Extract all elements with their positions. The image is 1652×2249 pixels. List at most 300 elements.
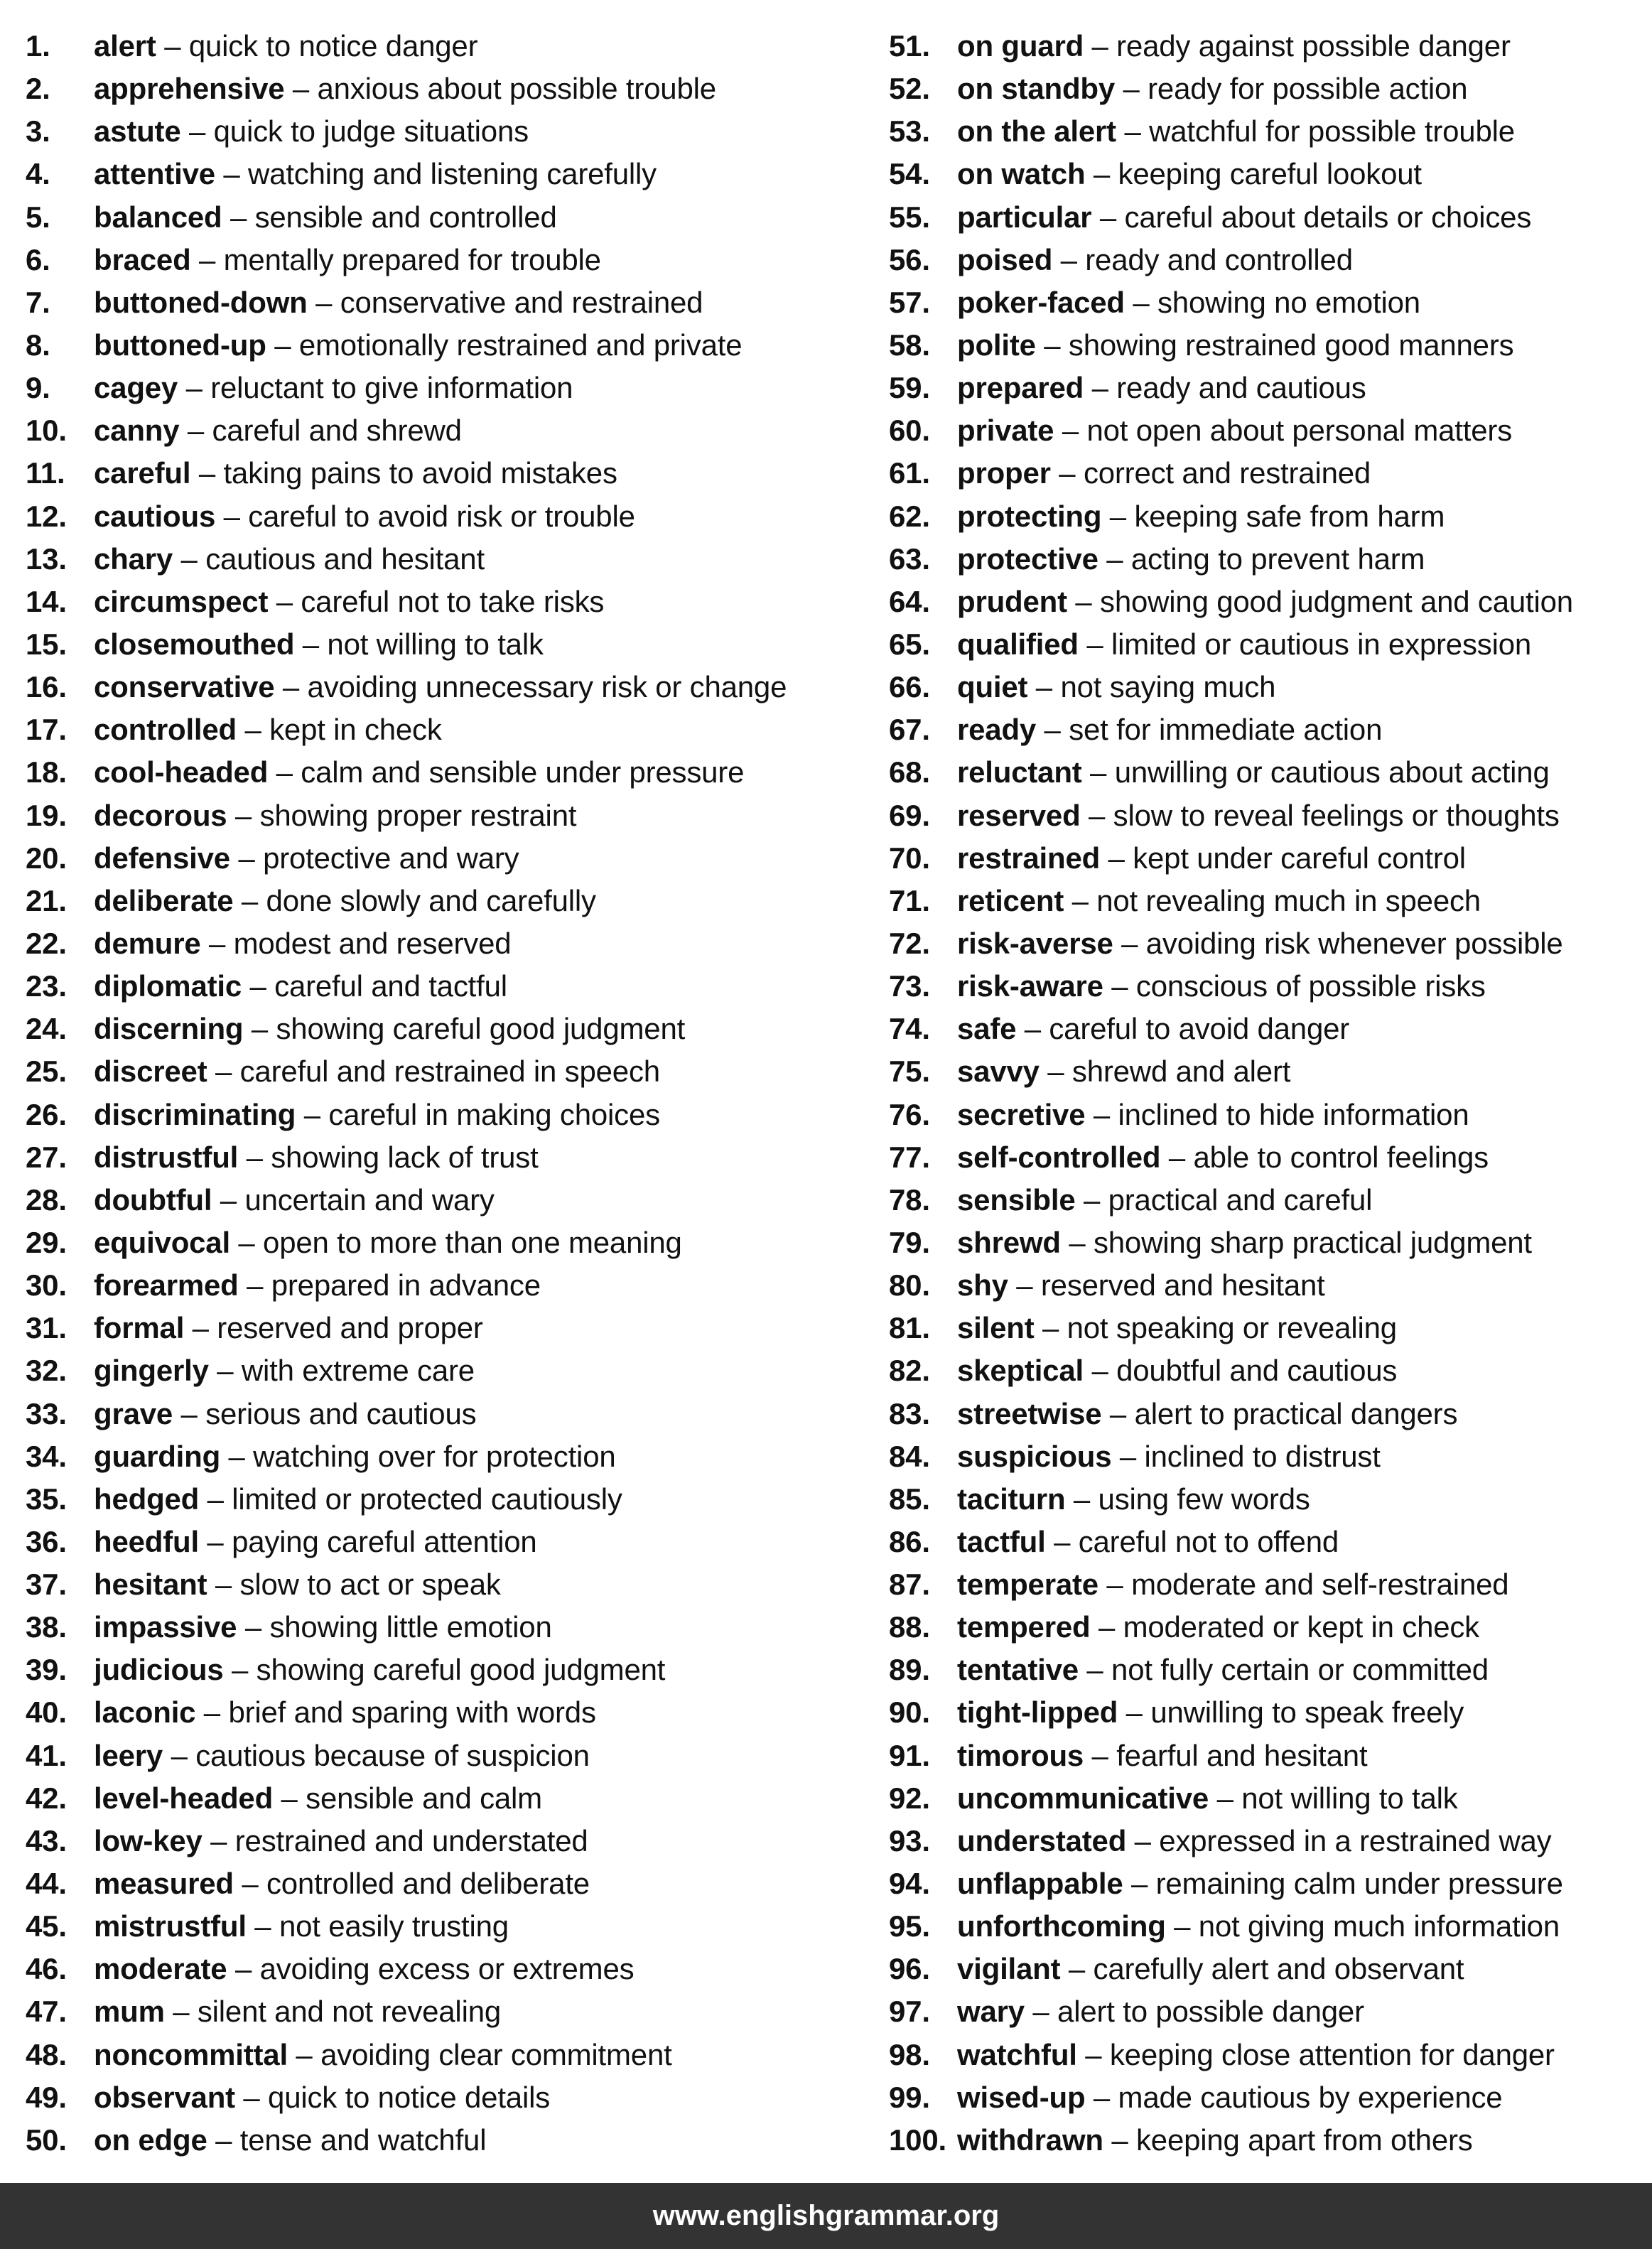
item-word: tight-lipped bbox=[957, 1695, 1118, 1730]
item-separator: – bbox=[1165, 1909, 1199, 1943]
item-word: savvy bbox=[957, 1055, 1040, 1089]
item-separator: – bbox=[246, 1909, 279, 1943]
item-number: 68. bbox=[889, 755, 930, 789]
item-separator: – bbox=[238, 1140, 271, 1174]
item-separator: – bbox=[227, 798, 260, 832]
item-number: 41. bbox=[26, 1738, 67, 1772]
item-definition: ready and cautious bbox=[1116, 371, 1366, 405]
item-separator: – bbox=[200, 926, 234, 960]
item-word: careful bbox=[94, 456, 191, 490]
item-word: private bbox=[957, 414, 1054, 448]
item-number: 89. bbox=[889, 1653, 930, 1687]
item-word: shrewd bbox=[957, 1225, 1061, 1259]
item-number: 75. bbox=[889, 1055, 930, 1089]
item-number: 48. bbox=[26, 2037, 67, 2071]
item-number: 38. bbox=[26, 1610, 67, 1644]
item-number: 76. bbox=[889, 1097, 930, 1131]
item-definition: not easily trusting bbox=[279, 1909, 509, 1943]
item-separator: – bbox=[190, 456, 224, 490]
item-number: 40. bbox=[26, 1695, 67, 1730]
item-definition: ready and controlled bbox=[1085, 242, 1353, 276]
item-definition: remaining calm under pressure bbox=[1155, 1867, 1563, 1901]
item-definition: able to control feelings bbox=[1193, 1140, 1489, 1174]
item-definition: careful to avoid risk or trouble bbox=[248, 499, 635, 533]
item-separator: – bbox=[173, 1396, 206, 1430]
list-item bbox=[26, 2080, 871, 2123]
item-word: proper bbox=[957, 456, 1051, 490]
item-separator: – bbox=[1118, 1695, 1151, 1730]
list-item bbox=[26, 1567, 871, 1609]
item-number: 83. bbox=[889, 1396, 930, 1430]
item-definition: showing no emotion bbox=[1157, 285, 1420, 319]
item-separator: – bbox=[1111, 1439, 1145, 1473]
item-separator: – bbox=[173, 541, 206, 576]
item-word: protecting bbox=[957, 499, 1102, 533]
item-separator: – bbox=[184, 1311, 217, 1345]
item-word: controlled bbox=[94, 713, 237, 747]
item-separator: – bbox=[237, 713, 270, 747]
item-separator: – bbox=[227, 1952, 260, 1986]
item-word: gingerly bbox=[94, 1354, 209, 1388]
list-item bbox=[889, 1182, 1642, 1225]
list-item bbox=[26, 1054, 871, 1096]
item-separator: – bbox=[1008, 1268, 1041, 1303]
item-number: 79. bbox=[889, 1225, 930, 1259]
item-word: closemouthed bbox=[94, 627, 295, 661]
item-word: decorous bbox=[94, 798, 227, 832]
item-definition: ready against possible danger bbox=[1116, 29, 1511, 63]
item-separator: – bbox=[207, 2123, 240, 2157]
item-definition: avoiding clear commitment bbox=[320, 2037, 672, 2071]
item-separator: – bbox=[180, 114, 214, 149]
item-word: risk-aware bbox=[957, 969, 1103, 1003]
list-item bbox=[26, 883, 871, 926]
list-item bbox=[26, 156, 871, 199]
list-item bbox=[26, 1268, 871, 1310]
item-separator: – bbox=[307, 285, 340, 319]
item-separator: – bbox=[1085, 157, 1118, 191]
item-word: suspicious bbox=[957, 1439, 1112, 1473]
item-word: withdrawn bbox=[957, 2123, 1103, 2157]
item-definition: quick to notice danger bbox=[188, 29, 478, 63]
item-word: hesitant bbox=[94, 1568, 207, 1602]
item-separator: – bbox=[237, 1610, 270, 1644]
list-item bbox=[889, 1140, 1642, 1182]
list-item bbox=[889, 1909, 1642, 1951]
item-number: 8. bbox=[26, 328, 50, 362]
list-item bbox=[889, 627, 1642, 669]
item-definition: expressed in a restrained way bbox=[1159, 1823, 1552, 1857]
item-separator: – bbox=[1035, 328, 1069, 362]
item-number: 4. bbox=[26, 157, 50, 191]
item-separator: – bbox=[1024, 1995, 1058, 2029]
list-item bbox=[889, 1268, 1642, 1310]
item-separator: – bbox=[1098, 541, 1131, 576]
item-number: 5. bbox=[26, 200, 50, 234]
item-word: skeptical bbox=[957, 1354, 1084, 1388]
list-item bbox=[26, 1524, 871, 1567]
item-definition: anxious about possible trouble bbox=[317, 72, 716, 106]
item-definition: not open about personal matters bbox=[1086, 414, 1512, 448]
item-separator: – bbox=[208, 1354, 242, 1388]
item-separator: – bbox=[1054, 414, 1087, 448]
list-item bbox=[889, 798, 1642, 841]
list-item bbox=[889, 1097, 1642, 1140]
word-list-right-column bbox=[889, 28, 1642, 2165]
list-item bbox=[26, 926, 871, 969]
list-item bbox=[889, 200, 1642, 242]
item-separator: – bbox=[1084, 1738, 1117, 1772]
item-definition: watchful for possible trouble bbox=[1149, 114, 1515, 149]
item-separator: – bbox=[1052, 242, 1086, 276]
list-item bbox=[26, 455, 871, 498]
item-number: 33. bbox=[26, 1396, 67, 1430]
item-number: 65. bbox=[889, 627, 930, 661]
item-separator: – bbox=[1084, 29, 1117, 63]
item-number: 15. bbox=[26, 627, 67, 661]
item-separator: – bbox=[198, 1524, 232, 1558]
item-separator: – bbox=[215, 157, 249, 191]
item-number: 88. bbox=[889, 1610, 930, 1644]
item-separator: – bbox=[179, 414, 212, 448]
list-item bbox=[889, 328, 1642, 370]
item-definition: cautious because of suspicion bbox=[195, 1738, 590, 1772]
item-definition: quick to judge situations bbox=[213, 114, 529, 149]
item-definition: emotionally restrained and private bbox=[298, 328, 743, 362]
item-definition: not willing to talk bbox=[327, 627, 544, 661]
list-item bbox=[889, 1011, 1642, 1054]
item-number: 52. bbox=[889, 72, 930, 106]
item-number: 93. bbox=[889, 1823, 930, 1857]
list-item bbox=[26, 200, 871, 242]
item-word: tactful bbox=[957, 1524, 1046, 1558]
item-word: reticent bbox=[957, 883, 1064, 917]
item-separator: – bbox=[1081, 755, 1115, 789]
item-word: attentive bbox=[94, 157, 215, 191]
item-definition: carefully alert and observant bbox=[1093, 1952, 1464, 1986]
item-separator: – bbox=[1064, 883, 1097, 917]
item-separator: – bbox=[268, 755, 301, 789]
item-definition: showing good judgment and caution bbox=[1100, 584, 1573, 618]
list-item bbox=[889, 1695, 1642, 1737]
list-item bbox=[889, 1396, 1642, 1439]
item-definition: calm and sensible under pressure bbox=[301, 755, 745, 789]
item-word: mum bbox=[94, 1995, 165, 2029]
item-definition: alert to possible danger bbox=[1057, 1995, 1364, 2029]
list-item bbox=[26, 2037, 871, 2080]
item-number: 53. bbox=[889, 114, 930, 149]
item-separator: – bbox=[238, 1268, 271, 1303]
item-separator: – bbox=[1123, 1867, 1156, 1901]
list-item bbox=[26, 541, 871, 584]
item-definition: watching and listening carefully bbox=[248, 157, 657, 191]
list-item bbox=[889, 1225, 1642, 1268]
item-separator: – bbox=[242, 969, 275, 1003]
item-number: 87. bbox=[889, 1568, 930, 1602]
item-word: circumspect bbox=[94, 584, 269, 618]
list-item bbox=[26, 1310, 871, 1353]
list-item bbox=[26, 1609, 871, 1652]
item-number: 94. bbox=[889, 1867, 930, 1901]
item-number: 100. bbox=[889, 2123, 946, 2157]
item-word: astute bbox=[94, 114, 181, 149]
list-item bbox=[26, 328, 871, 370]
item-number: 25. bbox=[26, 1055, 67, 1089]
item-separator: – bbox=[1084, 371, 1117, 405]
item-definition: careful in making choices bbox=[328, 1097, 660, 1131]
item-number: 6. bbox=[26, 242, 50, 276]
item-definition: slow to reveal feelings or thoughts bbox=[1113, 798, 1560, 832]
item-separator: – bbox=[220, 1439, 254, 1473]
item-definition: set for immediate action bbox=[1069, 713, 1383, 747]
item-definition: fearful and hesitant bbox=[1116, 1738, 1368, 1772]
item-number: 54. bbox=[889, 157, 930, 191]
item-definition: limited or cautious in expression bbox=[1111, 627, 1532, 661]
item-word: level-headed bbox=[94, 1781, 274, 1815]
list-item bbox=[26, 1482, 871, 1524]
list-item bbox=[26, 669, 871, 712]
item-number: 30. bbox=[26, 1268, 67, 1303]
item-separator: – bbox=[230, 841, 264, 875]
item-word: buttoned-down bbox=[94, 285, 308, 319]
item-word: judicious bbox=[94, 1653, 224, 1687]
list-item bbox=[26, 1011, 871, 1054]
list-item bbox=[889, 1781, 1642, 1823]
item-number: 1. bbox=[26, 29, 50, 63]
list-item bbox=[26, 969, 871, 1011]
item-number: 69. bbox=[889, 798, 930, 832]
item-definition: inclined to hide information bbox=[1118, 1097, 1469, 1131]
item-definition: careful not to offend bbox=[1078, 1524, 1339, 1558]
item-number: 36. bbox=[26, 1524, 67, 1558]
list-item bbox=[26, 242, 871, 285]
list-item bbox=[26, 841, 871, 883]
item-word: diplomatic bbox=[94, 969, 242, 1003]
item-word: quiet bbox=[957, 670, 1028, 704]
item-word: risk-averse bbox=[957, 926, 1113, 960]
list-item bbox=[889, 156, 1642, 199]
item-definition: keeping safe from harm bbox=[1134, 499, 1445, 533]
item-definition: careful and shrewd bbox=[212, 414, 462, 448]
item-separator: – bbox=[1036, 713, 1069, 747]
footer-website: www.englishgrammar.org bbox=[652, 2200, 1000, 2231]
list-item bbox=[26, 1781, 871, 1823]
list-item bbox=[889, 455, 1642, 498]
item-word: protective bbox=[957, 541, 1098, 576]
item-word: taciturn bbox=[957, 1482, 1066, 1516]
list-item bbox=[889, 1482, 1642, 1524]
item-separator: – bbox=[1100, 841, 1133, 875]
item-separator: – bbox=[1124, 285, 1157, 319]
item-separator: – bbox=[1065, 1482, 1098, 1516]
list-item bbox=[26, 2123, 871, 2165]
item-number: 18. bbox=[26, 755, 67, 789]
item-number: 16. bbox=[26, 670, 67, 704]
item-word: distrustful bbox=[94, 1140, 239, 1174]
item-separator: – bbox=[1016, 1012, 1049, 1046]
list-item bbox=[889, 1738, 1642, 1781]
list-item bbox=[26, 114, 871, 156]
item-separator: – bbox=[243, 1012, 276, 1046]
item-definition: careful about details or choices bbox=[1124, 200, 1532, 234]
item-number: 55. bbox=[889, 200, 930, 234]
list-item bbox=[889, 926, 1642, 969]
item-number: 99. bbox=[889, 2080, 930, 2114]
list-item bbox=[26, 28, 871, 71]
item-word: braced bbox=[94, 242, 191, 276]
item-number: 70. bbox=[889, 841, 930, 875]
item-separator: – bbox=[287, 2037, 321, 2071]
item-separator: – bbox=[1091, 200, 1125, 234]
list-item bbox=[26, 1994, 871, 2037]
item-definition: prepared in advance bbox=[271, 1268, 541, 1303]
list-item bbox=[26, 1182, 871, 1225]
list-item bbox=[26, 1140, 871, 1182]
item-word: particular bbox=[957, 200, 1092, 234]
list-item bbox=[889, 1652, 1642, 1695]
item-separator: – bbox=[1101, 1396, 1135, 1430]
item-definition: keeping close attention for danger bbox=[1109, 2037, 1555, 2071]
item-word: guarding bbox=[94, 1439, 221, 1473]
item-word: heedful bbox=[94, 1524, 199, 1558]
list-item bbox=[26, 370, 871, 413]
item-number: 71. bbox=[889, 883, 930, 917]
item-definition: ready for possible action bbox=[1148, 72, 1468, 106]
item-word: laconic bbox=[94, 1695, 196, 1730]
item-number: 91. bbox=[889, 1738, 930, 1772]
item-separator: – bbox=[1098, 1568, 1132, 1602]
item-definition: acting to prevent harm bbox=[1130, 541, 1425, 576]
footer-bar bbox=[0, 2183, 1652, 2249]
item-word: qualified bbox=[957, 627, 1079, 661]
item-definition: avoiding excess or extremes bbox=[259, 1952, 635, 1986]
item-number: 67. bbox=[889, 713, 930, 747]
item-number: 14. bbox=[26, 584, 67, 618]
item-definition: careful and restrained in speech bbox=[239, 1055, 660, 1089]
item-number: 47. bbox=[26, 1995, 67, 2029]
item-definition: showing lack of trust bbox=[271, 1140, 539, 1174]
item-number: 92. bbox=[889, 1781, 930, 1815]
item-number: 64. bbox=[889, 584, 930, 618]
list-item bbox=[26, 1951, 871, 1994]
item-separator: – bbox=[190, 242, 224, 276]
item-definition: not saying much bbox=[1060, 670, 1276, 704]
item-separator: – bbox=[233, 883, 266, 917]
item-number: 50. bbox=[26, 2123, 67, 2157]
list-item bbox=[889, 712, 1642, 755]
item-definition: cautious and hesitant bbox=[205, 541, 485, 576]
item-definition: kept in check bbox=[269, 713, 442, 747]
item-word: restrained bbox=[957, 841, 1101, 875]
item-definition: paying careful attention bbox=[232, 1524, 537, 1558]
item-separator: – bbox=[1060, 1225, 1094, 1259]
item-separator: – bbox=[1045, 1524, 1079, 1558]
list-item bbox=[889, 28, 1642, 71]
item-number: 44. bbox=[26, 1867, 67, 1901]
item-definition: careful to avoid danger bbox=[1049, 1012, 1350, 1046]
item-number: 37. bbox=[26, 1568, 67, 1602]
item-separator: – bbox=[266, 328, 299, 362]
item-definition: avoiding unnecessary risk or change bbox=[307, 670, 787, 704]
item-definition: open to more than one meaning bbox=[263, 1225, 682, 1259]
item-number: 11. bbox=[26, 456, 65, 490]
item-word: on edge bbox=[94, 2123, 207, 2157]
list-item bbox=[889, 2037, 1642, 2080]
list-item bbox=[889, 2123, 1642, 2165]
list-item bbox=[26, 1225, 871, 1268]
list-item bbox=[889, 841, 1642, 883]
item-word: deliberate bbox=[94, 883, 234, 917]
item-definition: serious and cautious bbox=[205, 1396, 477, 1430]
item-separator: – bbox=[234, 2080, 269, 2114]
item-separator: – bbox=[284, 72, 318, 106]
item-word: on watch bbox=[957, 157, 1086, 191]
item-number: 51. bbox=[889, 29, 930, 63]
item-separator: – bbox=[1113, 926, 1146, 960]
item-number: 46. bbox=[26, 1952, 67, 1986]
item-word: moderate bbox=[94, 1952, 227, 1986]
list-item bbox=[889, 413, 1642, 455]
item-number: 62. bbox=[889, 499, 930, 533]
list-item bbox=[889, 1866, 1642, 1909]
item-word: timorous bbox=[957, 1738, 1084, 1772]
list-item bbox=[889, 1567, 1642, 1609]
item-word: prudent bbox=[957, 584, 1067, 618]
item-number: 35. bbox=[26, 1482, 67, 1516]
item-word: canny bbox=[94, 414, 180, 448]
item-word: discreet bbox=[94, 1055, 207, 1089]
item-separator: – bbox=[294, 627, 328, 661]
item-definition: careful and tactful bbox=[274, 969, 507, 1003]
item-separator: – bbox=[274, 670, 308, 704]
list-item bbox=[26, 71, 871, 114]
item-separator: – bbox=[1115, 72, 1148, 106]
item-separator: – bbox=[1090, 1610, 1123, 1644]
item-definition: conservative and restrained bbox=[340, 285, 703, 319]
item-word: poised bbox=[957, 242, 1053, 276]
list-item bbox=[889, 1439, 1642, 1482]
item-number: 80. bbox=[889, 1268, 930, 1303]
item-number: 43. bbox=[26, 1823, 67, 1857]
list-item bbox=[26, 1652, 871, 1695]
item-definition: showing restrained good manners bbox=[1068, 328, 1514, 362]
item-separator: – bbox=[233, 1867, 266, 1901]
item-word: apprehensive bbox=[94, 72, 285, 106]
item-word: cautious bbox=[94, 499, 216, 533]
item-number: 72. bbox=[889, 926, 930, 960]
item-word: observant bbox=[94, 2080, 235, 2114]
item-number: 85. bbox=[889, 1482, 930, 1516]
item-word: cool-headed bbox=[94, 755, 269, 789]
list-item bbox=[889, 1524, 1642, 1567]
item-number: 84. bbox=[889, 1439, 930, 1473]
item-number: 66. bbox=[889, 670, 930, 704]
list-item bbox=[26, 413, 871, 455]
item-word: shy bbox=[957, 1268, 1008, 1303]
list-item bbox=[26, 1866, 871, 1909]
item-word: discerning bbox=[94, 1012, 244, 1046]
list-item bbox=[26, 1097, 871, 1140]
item-definition: inclined to distrust bbox=[1144, 1439, 1381, 1473]
item-number: 58. bbox=[889, 328, 930, 362]
item-number: 96. bbox=[889, 1952, 930, 1986]
item-definition: moderated or kept in check bbox=[1123, 1610, 1479, 1644]
item-definition: reserved and hesitant bbox=[1040, 1268, 1325, 1303]
item-number: 56. bbox=[889, 242, 930, 276]
list-item bbox=[889, 1994, 1642, 2037]
item-separator: – bbox=[296, 1097, 329, 1131]
item-separator: – bbox=[1067, 584, 1101, 618]
